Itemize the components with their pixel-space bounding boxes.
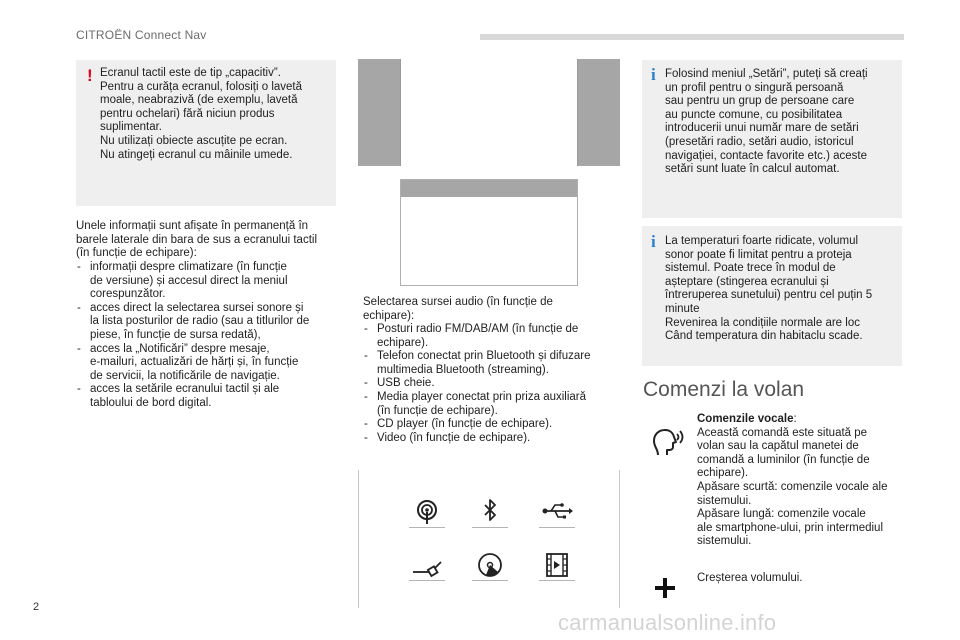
info-icon: i xyxy=(651,232,656,251)
info-text-temperature: La temperaturi foarte ridicate, volumul sonor poate fi limitat pentru a proteja sistemul. Poate trece în modul de așteptare (stingerea ecranului și întreruperea sunetului) pentru cel puțin 5 minute Revenirea la condițiile normale are loc Când temperatura din habitaclu scade. xyxy=(665,235,873,343)
icon-underline xyxy=(539,580,575,581)
list-item: - CD player (în funcție de echipare). xyxy=(363,418,623,432)
header-title: CITROËN Connect Nav xyxy=(76,28,207,42)
screen-top-bar xyxy=(401,180,577,197)
voice-command-text: Comenzile vocale: Această comandă este situată pe volan sau la capătul manetei de comandă a luminilor (în funcție de echipare). Apăsare scurtă: comenzile vocale ale sistemului. Apăsare lungă: comenzile vocale ale smartphone-ului, prin intermediul sistemului. xyxy=(697,413,888,548)
icon-underline xyxy=(472,580,508,581)
watermark: carmanualsonline.info xyxy=(558,610,777,635)
icon-underline xyxy=(472,527,508,528)
middle-intro: Selectarea sursei audio (în funcție de echipare): xyxy=(363,296,553,322)
icon-underline xyxy=(539,527,575,528)
voice-command-icon xyxy=(650,425,686,459)
warning-text: Ecranul tactil este de tip „capacitiv”. Pentru a curăța ecranul, folosiți o lavetă moale, neabrazivă (de exemplu, lavetă pentru ochelari) fără niciun produs suplimentar. Nu utilizați obiecte ascuțite pe ecran. Nu atingeți ecranul cu mâinile umede. xyxy=(100,67,303,161)
screen-illustration-display xyxy=(400,59,578,166)
list-item: - acces la „Notificări” despre mesaje, e-mailuri, actualizări de hărți și, în funcție de servicii, la notificările de navigație. xyxy=(76,343,342,384)
video-icon xyxy=(539,550,575,580)
list-item: - Posturi radio FM/DAB/AM (în funcție de echipare). xyxy=(363,323,623,350)
voice-command-heading: Comenzile vocale xyxy=(697,413,794,425)
info-icon: i xyxy=(651,65,656,84)
left-intro: Unele informații sunt afișate în permanență în barele laterale din bara de sus a ecranului tactil (în funcție de echipare): xyxy=(76,220,318,260)
volume-up-text: Creșterea volumului. xyxy=(697,572,803,584)
left-list xyxy=(76,261,342,411)
warning-icon: ! xyxy=(87,66,93,85)
list-item: - Video (în funcție de echipare). xyxy=(363,432,623,446)
aux-jack-icon xyxy=(409,552,445,582)
cd-icon xyxy=(472,550,508,580)
audio-source-icons-panel xyxy=(358,470,620,608)
middle-list xyxy=(363,323,623,445)
bluetooth-icon xyxy=(472,497,508,527)
header-rule xyxy=(480,34,904,40)
screen-illustration-2 xyxy=(400,179,578,286)
page-number: 2 xyxy=(33,601,40,613)
list-item: - Media player conectat prin priza auxiliară (în funcție de echipare). xyxy=(363,391,623,418)
usb-icon xyxy=(539,497,575,527)
radio-icon xyxy=(409,497,445,527)
list-item: - acces direct la selectarea sursei sonore și la lista posturilor de radio (sau a titlurilor de piese, în funcție de sursa redată), xyxy=(76,302,342,343)
info-text-profiles: Folosind meniul „Setări”, puteți să creați un profil pentru o singură persoană sau pentru un grup de persoane care au puncte comune, cu posibilitatea introducerii unui număr mare de setări (presetări radio, setări audio, istoricul navigației, contacte favorite etc.) aceste setări sunt luate în calcul automat. xyxy=(665,68,868,176)
icon-underline xyxy=(409,527,445,528)
list-item: - acces la setările ecranului tactil și ale tabloului de bord digital. xyxy=(76,383,342,410)
icon-underline xyxy=(409,580,445,581)
plus-icon xyxy=(655,578,675,598)
list-item: - informații despre climatizare (în funcție de versiune) și accesul direct la meniul corespunzător. xyxy=(76,261,342,302)
list-item: - USB cheie. xyxy=(363,377,623,391)
section-title: Comenzi la volan xyxy=(643,378,805,401)
list-item: - Telefon conectat prin Bluetooth și difuzare multimedia Bluetooth (streaming). xyxy=(363,350,623,377)
